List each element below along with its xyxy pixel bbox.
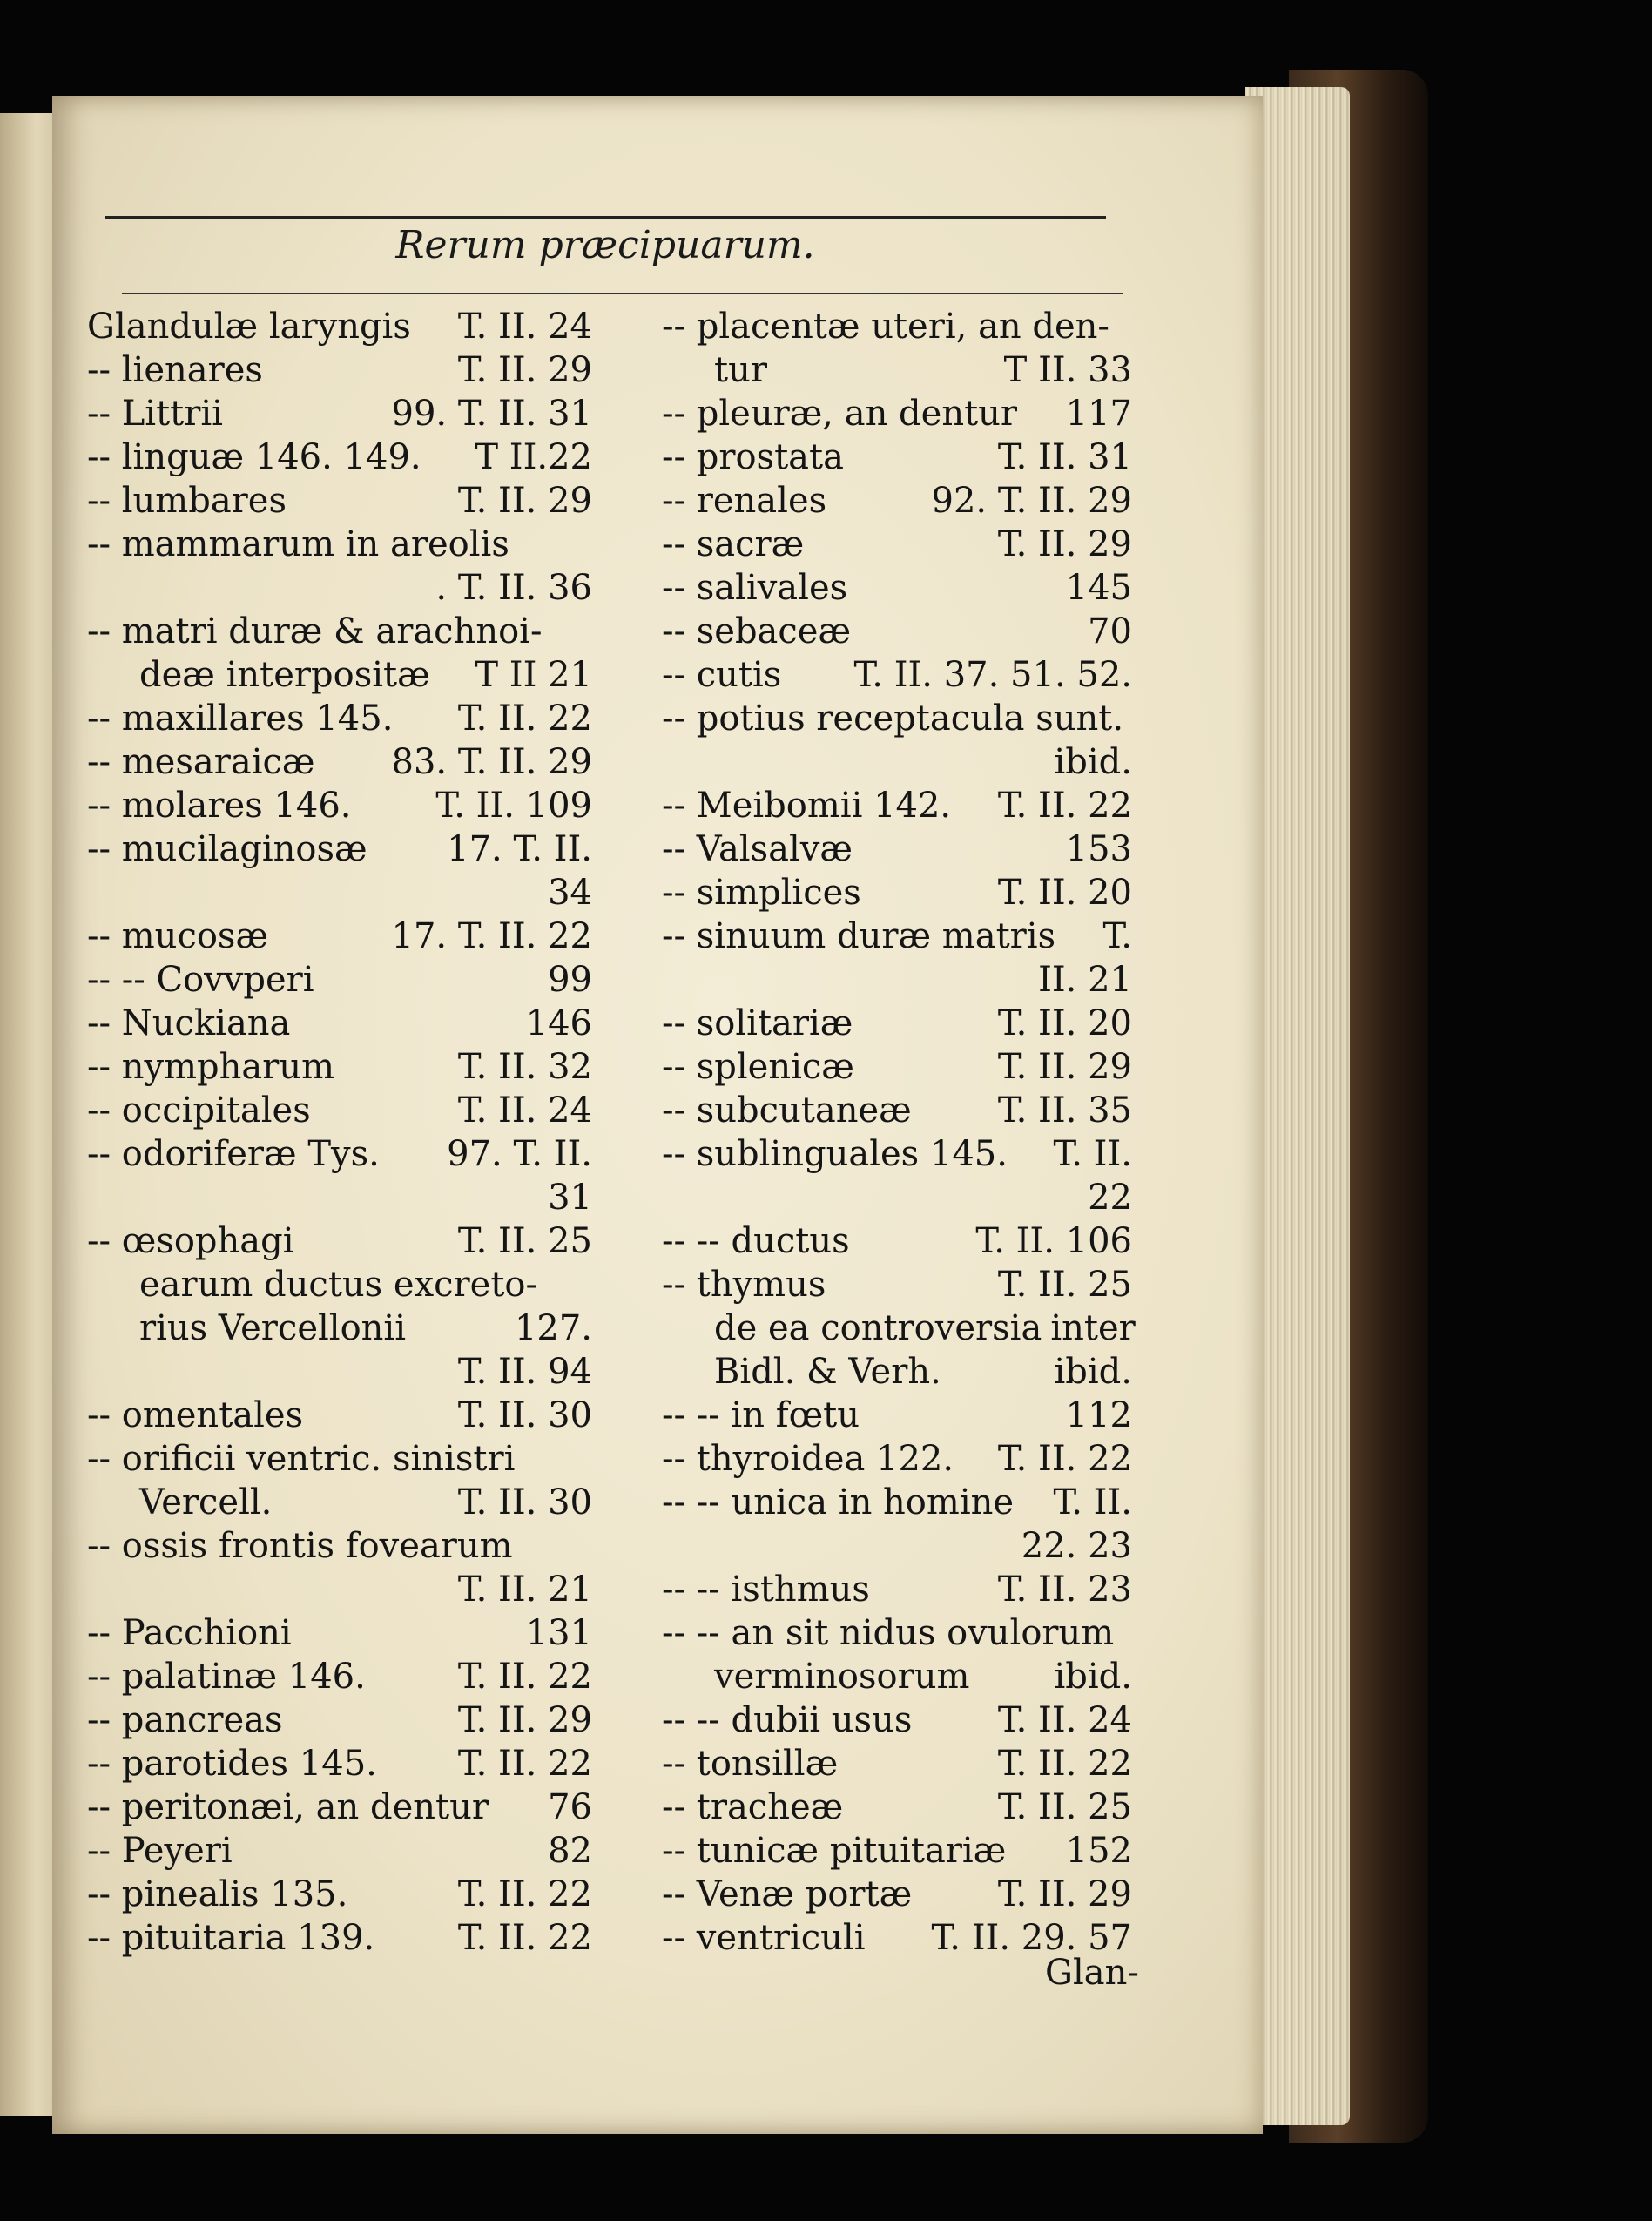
- index-entry: [87, 958, 592, 1002]
- index-entry: [662, 1132, 1132, 1176]
- index-entry: [87, 1481, 592, 1524]
- index-entry: [662, 1698, 1132, 1742]
- index-reference: 99. T. II. 31: [391, 394, 592, 434]
- index-term: -- tonsillæ: [662, 1744, 839, 1784]
- index-term: -- pinealis 135.: [87, 1874, 348, 1914]
- index-reference: T. II. 22: [997, 786, 1132, 826]
- index-reference: T. II. 29. 57: [931, 1918, 1132, 1958]
- index-entry: [87, 435, 592, 479]
- index-term: Vercell.: [139, 1482, 273, 1522]
- index-reference: T. II. 22: [457, 1744, 592, 1784]
- index-entry: [87, 1568, 592, 1611]
- index-term: -- placentæ uteri, an den-: [662, 307, 1109, 347]
- index-term: -- mesaraicæ: [87, 742, 315, 782]
- index-term: -- parotides 145.: [87, 1744, 377, 1784]
- index-term: -- lienares: [87, 350, 263, 390]
- index-term: -- tracheæ: [662, 1787, 844, 1827]
- index-term: -- sinuum duræ matris: [662, 916, 1056, 956]
- index-entry: [87, 348, 592, 392]
- index-term: Bidl. & Verh.: [714, 1352, 941, 1392]
- index-entry: [662, 1219, 1132, 1263]
- running-head: Rerum præcipuarum.: [395, 223, 815, 267]
- index-reference: 22. 23: [1021, 1526, 1132, 1566]
- index-entry: [662, 1176, 1132, 1219]
- index-entry: [87, 1350, 592, 1394]
- index-reference: T. II. 37. 51. 52.: [853, 655, 1132, 695]
- index-entry: [662, 1045, 1132, 1089]
- index-entry: [662, 1089, 1132, 1132]
- index-entry: [662, 1568, 1132, 1611]
- index-reference: 145: [1065, 568, 1132, 608]
- index-entry: [662, 1611, 1132, 1655]
- index-entry: [662, 1394, 1132, 1437]
- index-term: -- -- Covvperi: [87, 960, 314, 1000]
- index-reference: 22: [1088, 1178, 1132, 1218]
- index-term: -- mucilaginosæ: [87, 829, 367, 869]
- index-reference: T. II. 21: [457, 1570, 592, 1610]
- index-reference: 82: [548, 1831, 592, 1871]
- index-term: -- sebaceæ: [662, 611, 852, 651]
- index-reference: T. II. 22: [457, 1918, 592, 1958]
- index-term: -- molares 146.: [87, 786, 352, 826]
- index-term: -- sacræ: [662, 524, 805, 564]
- index-entry: [87, 1916, 592, 1960]
- index-entry: [87, 1219, 592, 1263]
- index-reference: T. II. 29: [457, 1700, 592, 1740]
- index-entry: [662, 435, 1132, 479]
- index-reference: T. II.: [1053, 1134, 1132, 1174]
- index-term: -- salivales: [662, 568, 848, 608]
- index-reference: T. II. 25: [457, 1221, 592, 1261]
- index-entry: [662, 827, 1132, 871]
- index-entry: [87, 697, 592, 740]
- index-reference: T. II. 22: [457, 1874, 592, 1914]
- index-entry: [662, 958, 1132, 1002]
- index-reference: T. II. 106: [975, 1221, 1132, 1261]
- index-entry: [662, 610, 1132, 653]
- index-reference: T. II.: [1053, 1482, 1132, 1522]
- index-term: -- Venæ portæ: [662, 1874, 913, 1914]
- index-reference: 92. T. II. 29: [931, 481, 1132, 521]
- index-reference: ibid.: [1054, 1352, 1132, 1392]
- index-term: rius Vercellonii: [139, 1308, 407, 1348]
- index-term: -- Peyeri: [87, 1831, 233, 1871]
- index-reference: 17. T. II. 22: [391, 916, 592, 956]
- index-reference: 99: [548, 960, 592, 1000]
- index-entry: [662, 1524, 1132, 1568]
- index-entry: [87, 1437, 592, 1481]
- index-term: -- -- dubii usus: [662, 1700, 913, 1740]
- index-reference: II. 21: [1038, 960, 1132, 1000]
- catchword: Glan-: [1045, 1953, 1139, 1993]
- index-term: -- nympharum: [87, 1047, 335, 1087]
- index-term: -- subcutaneæ: [662, 1090, 912, 1131]
- index-term: verminosorum: [714, 1657, 970, 1697]
- index-term: -- splenicæ: [662, 1047, 854, 1087]
- index-reference: T. II. 22: [997, 1439, 1132, 1479]
- index-term: -- potius receptacula sunt.: [662, 699, 1124, 739]
- index-reference: 152: [1065, 1831, 1132, 1871]
- index-entry: [662, 305, 1132, 348]
- index-reference: T. II. 30: [457, 1395, 592, 1435]
- index-entry: [87, 1394, 592, 1437]
- index-entry: [662, 566, 1132, 610]
- index-entry: [87, 566, 592, 610]
- index-reference: . T. II. 36: [435, 568, 592, 608]
- index-term: -- tunicæ pituitariæ: [662, 1831, 1007, 1871]
- index-reference: T. II. 29: [997, 524, 1132, 564]
- index-term: -- sublinguales 145.: [662, 1134, 1008, 1174]
- index-reference: T. II. 22: [457, 699, 592, 739]
- index-entry: [662, 697, 1132, 740]
- header-rule: [105, 216, 1106, 219]
- index-term: Glandulæ laryngis: [87, 307, 411, 347]
- index-entry: [662, 1742, 1132, 1786]
- header-rule: [122, 293, 1123, 294]
- index-entry: [662, 1786, 1132, 1829]
- index-term: -- -- isthmus: [662, 1570, 870, 1610]
- index-reference: T II.22: [475, 437, 592, 477]
- index-reference: 131: [525, 1613, 592, 1653]
- index-entry: [662, 479, 1132, 523]
- index-term: -- thyroidea 122.: [662, 1439, 954, 1479]
- index-entry: [87, 392, 592, 435]
- index-entry: [662, 871, 1132, 915]
- index-reference: T. II. 29: [457, 481, 592, 521]
- index-reference: T. II. 109: [435, 786, 592, 826]
- index-entry: [87, 1829, 592, 1873]
- index-term: -- Pacchioni: [87, 1613, 292, 1653]
- index-term: tur: [714, 350, 767, 390]
- index-reference: T. II. 20: [997, 873, 1132, 913]
- index-entry: [662, 653, 1132, 697]
- index-reference: 17. T. II.: [447, 829, 592, 869]
- index-reference: T. II. 29: [997, 1047, 1132, 1087]
- index-reference: T. II. 35: [997, 1090, 1132, 1131]
- index-reference: T. II. 22: [997, 1744, 1132, 1784]
- index-reference: T. II. 94: [457, 1352, 592, 1392]
- index-entry: [87, 1611, 592, 1655]
- index-term: -- simplices: [662, 873, 861, 913]
- index-entry: [87, 1089, 592, 1132]
- index-term: -- ventriculi: [662, 1918, 866, 1958]
- index-term: -- peritonæi, an dentur: [87, 1787, 489, 1827]
- index-entry: [87, 1002, 592, 1045]
- index-reference: 117: [1065, 394, 1132, 434]
- index-entry: [87, 1263, 592, 1306]
- index-reference: T. II. 30: [457, 1482, 592, 1522]
- index-entry: [87, 1742, 592, 1786]
- index-reference: T.: [1102, 916, 1132, 956]
- index-entry: [87, 827, 592, 871]
- index-entry: [87, 784, 592, 827]
- index-term: -- thymus: [662, 1265, 826, 1305]
- index-entry: [662, 1873, 1132, 1916]
- index-reference: 70: [1088, 611, 1132, 651]
- index-term: -- solitariæ: [662, 1003, 853, 1043]
- index-entry: [662, 523, 1132, 566]
- index-entry: [87, 305, 592, 348]
- index-reference: T. II. 24: [997, 1700, 1132, 1740]
- index-entry: [662, 1437, 1132, 1481]
- index-term: -- pituitaria 139.: [87, 1918, 375, 1958]
- index-term: -- pancreas: [87, 1700, 283, 1740]
- index-term: -- œsophagi: [87, 1221, 294, 1261]
- index-entry: [662, 915, 1132, 958]
- index-reference: T. II. 31: [997, 437, 1132, 477]
- index-reference: T. II. 24: [457, 1090, 592, 1131]
- index-entry: [87, 610, 592, 653]
- index-reference: inter: [1050, 1308, 1136, 1348]
- index-reference: 31: [548, 1178, 592, 1218]
- index-term: -- Nuckiana: [87, 1003, 291, 1043]
- index-term: -- cutis: [662, 655, 782, 695]
- index-reference: 127.: [514, 1308, 592, 1348]
- index-reference: T. II. 22: [457, 1657, 592, 1697]
- index-reference: T. II. 29: [457, 350, 592, 390]
- index-entry: [662, 784, 1132, 827]
- index-entry: [662, 1481, 1132, 1524]
- index-entry: [662, 1829, 1132, 1873]
- index-entry: [662, 348, 1132, 392]
- index-entry: [87, 915, 592, 958]
- index-term: -- pleuræ, an dentur: [662, 394, 1018, 434]
- index-term: deæ interpositæ: [139, 655, 430, 695]
- index-reference: 153: [1065, 829, 1132, 869]
- index-term: -- -- an sit nidus ovulorum: [662, 1613, 1115, 1653]
- index-entry: [87, 1045, 592, 1089]
- index-entry: [662, 1655, 1132, 1698]
- index-term: -- orificii ventric. sinistri: [87, 1439, 516, 1479]
- index-reference: ibid.: [1054, 1657, 1132, 1697]
- index-entry: [87, 1786, 592, 1829]
- index-term: -- linguæ 146. 149.: [87, 437, 421, 477]
- index-term: -- mammarum in areolis: [87, 524, 509, 564]
- index-term: -- occipitales: [87, 1090, 311, 1131]
- index-column-right: [662, 305, 1136, 1960]
- index-term: de ea controversia: [714, 1308, 1042, 1348]
- index-term: -- Valsalvæ: [662, 829, 853, 869]
- index-term: -- -- in fœtu: [662, 1395, 860, 1435]
- index-reference: T. II. 25: [997, 1265, 1132, 1305]
- index-entry: [87, 1655, 592, 1698]
- index-term: -- ossis frontis fovearum: [87, 1526, 513, 1566]
- index-reference: 97. T. II.: [447, 1134, 592, 1174]
- index-term: -- maxillares 145.: [87, 699, 394, 739]
- index-term: -- matri duræ & arachnoi-: [87, 611, 543, 651]
- index-reference: T. II. 32: [457, 1047, 592, 1087]
- index-reference: 146: [525, 1003, 592, 1043]
- index-reference: 83. T. II. 29: [391, 742, 592, 782]
- index-term: earum ductus excreto-: [139, 1265, 537, 1305]
- index-entry: [87, 1176, 592, 1219]
- index-reference: T. II. 20: [997, 1003, 1132, 1043]
- index-term: -- omentales: [87, 1395, 304, 1435]
- index-entry: [87, 479, 592, 523]
- index-reference: 112: [1065, 1395, 1132, 1435]
- index-entry: [87, 1698, 592, 1742]
- index-term: -- Meibomii 142.: [662, 786, 952, 826]
- index-term: -- Littrii: [87, 394, 223, 434]
- index-entry: [87, 1306, 592, 1350]
- index-term: -- mucosæ: [87, 916, 269, 956]
- index-reference: T. II. 24: [457, 307, 592, 347]
- index-entry: [87, 523, 592, 566]
- index-entry: [87, 1524, 592, 1568]
- index-entry: [662, 392, 1132, 435]
- index-reference: T. II. 25: [997, 1787, 1132, 1827]
- index-term: -- palatinæ 146.: [87, 1657, 366, 1697]
- index-reference: T II 21: [475, 655, 592, 695]
- index-term: -- -- ductus: [662, 1221, 850, 1261]
- index-entry: [87, 653, 592, 697]
- index-entry: [87, 740, 592, 784]
- index-reference: T. II. 29: [997, 1874, 1132, 1914]
- index-term: -- prostata: [662, 437, 844, 477]
- index-term: -- renales: [662, 481, 827, 521]
- index-reference: T. II. 23: [997, 1570, 1132, 1610]
- index-entry: [87, 1873, 592, 1916]
- index-term: -- -- unica in homine: [662, 1482, 1015, 1522]
- index-term: -- odoriferæ Tys.: [87, 1134, 380, 1174]
- index-entry: [87, 871, 592, 915]
- index-reference: T II. 33: [1003, 350, 1132, 390]
- index-entry: [662, 1263, 1132, 1306]
- index-entry: [662, 1350, 1132, 1394]
- index-entry: [662, 1306, 1136, 1350]
- index-entry: [87, 1132, 592, 1176]
- index-entry: [662, 1002, 1132, 1045]
- index-entry: [662, 740, 1132, 784]
- index-column-left: [87, 305, 592, 1960]
- index-term: -- lumbares: [87, 481, 287, 521]
- index-reference: ibid.: [1054, 742, 1132, 782]
- index-reference: 76: [548, 1787, 592, 1827]
- index-reference: 34: [548, 873, 592, 913]
